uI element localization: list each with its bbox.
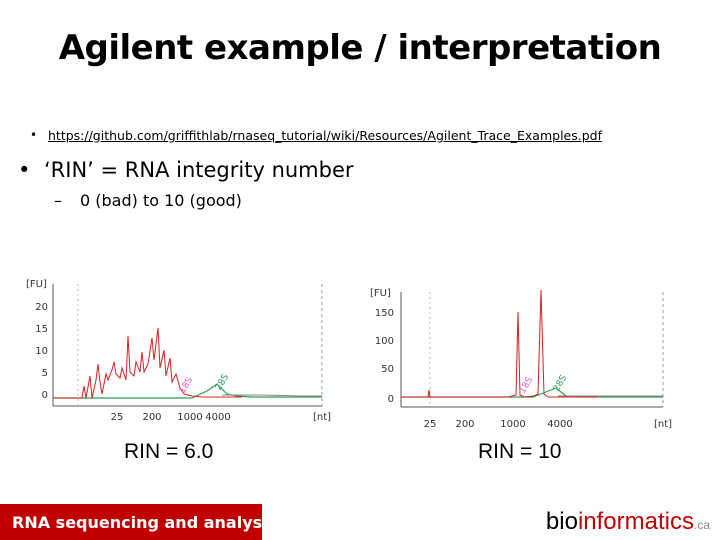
y-tick-label: 50 <box>381 364 394 375</box>
logo-informatics: informatics <box>577 508 694 535</box>
bioinformatics-logo <box>546 508 710 536</box>
rin-caption-left: RIN = 6.0 <box>124 440 214 463</box>
course-banner <box>0 504 278 540</box>
peak-label-18s: 18S <box>177 375 196 396</box>
footer <box>0 504 720 540</box>
course-title: RNA sequencing and analysis <box>12 513 278 532</box>
peak-label-28s: 28S <box>213 372 232 393</box>
y-tick-label: 20 <box>35 302 48 313</box>
x-tick-label: 25 <box>110 412 124 423</box>
bullet-icon: • <box>30 128 38 142</box>
y-axis-label: [FU] <box>26 279 47 290</box>
x-tick-label: 25 <box>423 419 437 430</box>
logo-ca: .ca <box>693 518 710 532</box>
y-axis-label: [FU] <box>370 288 391 299</box>
bioanalyzer-trace-rin10 <box>368 282 698 432</box>
x-tick-label: 4000 <box>547 419 573 430</box>
agilent-examples-link[interactable]: https://github.com/griffithlab/rnaseq_tutorial/wiki/Resources/Agilent_Trace_Examples.pdf <box>48 128 602 143</box>
y-tick-label: 5 <box>41 368 48 379</box>
y-tick-label: 100 <box>374 336 394 347</box>
x-tick-label: 200 <box>142 412 162 423</box>
peak-label-18s: 18S <box>517 375 536 396</box>
peak-label-28s: 28S <box>551 373 570 394</box>
y-tick-label: 10 <box>35 346 48 357</box>
rin-definition: ‘RIN’ = RNA integrity number <box>44 158 354 182</box>
y-tick-label: 0 <box>387 394 394 405</box>
rin-scale: 0 (bad) to 10 (good) <box>80 191 242 210</box>
x-tick-label: 1000 <box>177 412 203 423</box>
dash-icon: – <box>54 191 62 210</box>
y-tick-label: 15 <box>35 324 48 335</box>
y-tick-label: 0 <box>41 390 48 401</box>
logo-bio: bio <box>545 508 578 535</box>
slide-title: Agilent example / interpretation <box>58 28 662 68</box>
bullet-icon: • <box>18 158 31 182</box>
x-tick-label: 200 <box>455 419 475 430</box>
x-tick-label: 1000 <box>500 419 526 430</box>
x-axis-label: [nt] <box>312 412 332 423</box>
sample-trace <box>401 290 598 397</box>
x-tick-label: 4000 <box>205 412 231 423</box>
y-tick-label: 150 <box>374 308 394 319</box>
rin-caption-right: RIN = 10 <box>478 440 562 463</box>
x-axis-label: [nt] <box>653 419 673 430</box>
bioanalyzer-trace-rin6 <box>22 276 352 426</box>
